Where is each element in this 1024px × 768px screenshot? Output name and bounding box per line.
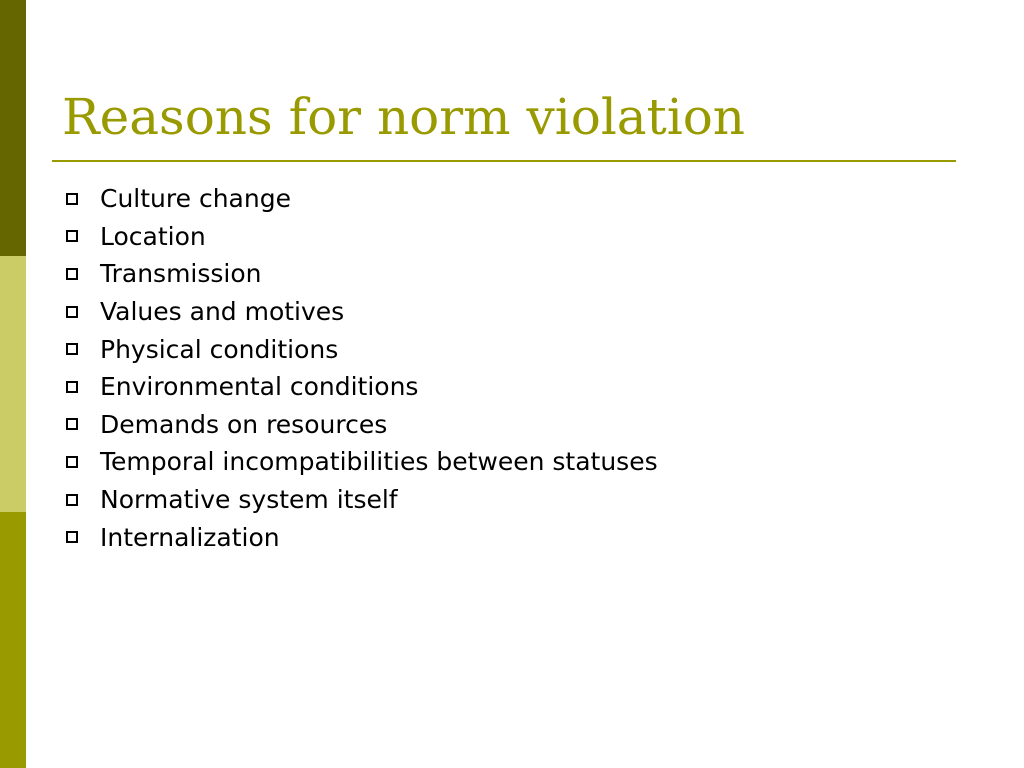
slide-title: Reasons for norm violation bbox=[62, 88, 746, 146]
bullet-item bbox=[66, 518, 658, 556]
decorative-side-bar bbox=[0, 0, 26, 768]
bullet-text: Demands on resources bbox=[100, 409, 388, 439]
bullet-item bbox=[66, 443, 658, 481]
square-bullet-icon bbox=[66, 306, 78, 318]
side-bar-bottom-segment bbox=[0, 512, 26, 768]
square-bullet-icon bbox=[66, 268, 78, 280]
bullet-list bbox=[66, 180, 658, 556]
bullet-text: Physical conditions bbox=[100, 334, 339, 364]
bullet-item bbox=[66, 180, 658, 218]
bullet-item bbox=[66, 406, 658, 444]
square-bullet-icon bbox=[66, 494, 78, 506]
bullet-item bbox=[66, 368, 658, 406]
square-bullet-icon bbox=[66, 456, 78, 468]
bullet-text: Location bbox=[100, 221, 206, 251]
bullet-text: Internalization bbox=[100, 522, 280, 552]
bullet-text: Normative system itself bbox=[100, 485, 398, 515]
bullet-item bbox=[66, 481, 658, 519]
square-bullet-icon bbox=[66, 418, 78, 430]
side-bar-middle-segment bbox=[0, 256, 26, 512]
square-bullet-icon bbox=[66, 230, 78, 242]
title-divider bbox=[52, 160, 956, 162]
bullet-text: Culture change bbox=[100, 184, 291, 214]
square-bullet-icon bbox=[66, 531, 78, 543]
square-bullet-icon bbox=[66, 381, 78, 393]
bullet-item bbox=[66, 218, 658, 256]
bullet-item bbox=[66, 293, 658, 331]
square-bullet-icon bbox=[66, 193, 78, 205]
bullet-text: Transmission bbox=[100, 259, 262, 289]
bullet-text: Environmental conditions bbox=[100, 372, 419, 402]
square-bullet-icon bbox=[66, 343, 78, 355]
bullet-item bbox=[66, 255, 658, 293]
bullet-item bbox=[66, 330, 658, 368]
bullet-text: Temporal incompatibilities between statuses bbox=[100, 447, 658, 477]
side-bar-top-segment bbox=[0, 0, 26, 256]
bullet-text: Values and motives bbox=[100, 297, 345, 327]
